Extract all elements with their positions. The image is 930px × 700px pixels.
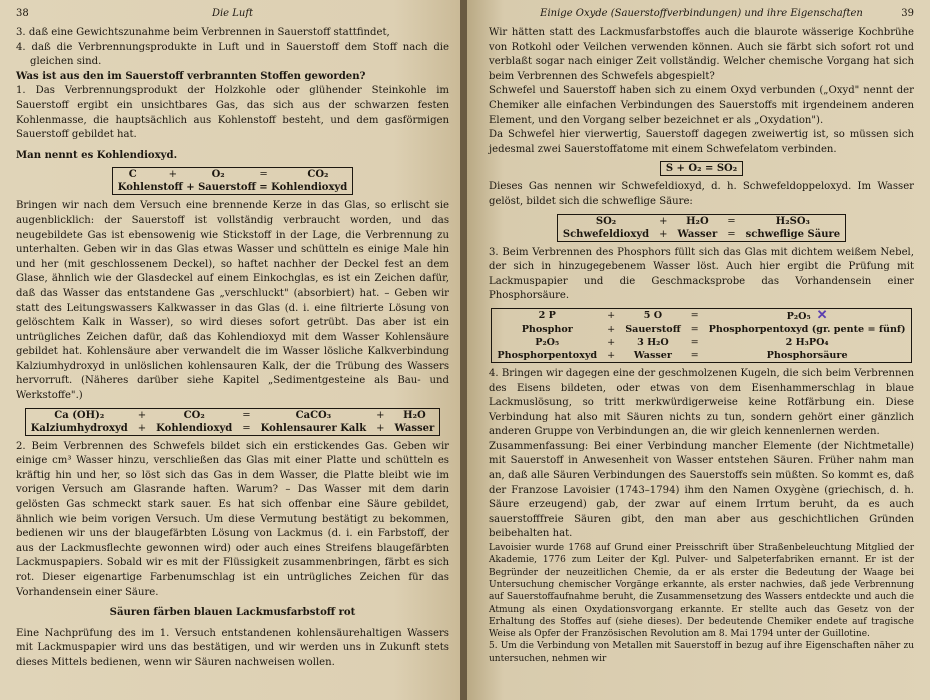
eq-op: + [137, 409, 147, 421]
paragraph-charcoal: 1. Das Verbrennungsprodukt der Holzkohle oder glühender Steinkohle im Sauerstoff ergibt ein unsichtbares Gas, das sich aus der schwarzen festen Kohlenmasse, die hauptsächlich aus Kohlenstoff besteht, und dem gasförmigen Sauerstoff gebildet hat. [16, 85, 449, 141]
eq-term: H₂SO₃ [775, 215, 810, 227]
eq-term: 2 H₃PO₄ [785, 336, 829, 348]
eq-word: Phosphorpentoxyd (gr. pente = fünf) [708, 323, 906, 335]
paragraph-valence: Da Schwefel hier vierwertig, Sauerstoff dagegen zweiwertig ist, so müssen sich jedesmal zwei Sauerstoffatome mit einem Schwefelatom verbinden. [489, 129, 914, 155]
paragraph-metals: 5. Um die Verbindung von Metallen mit Sauerstoff in bezug auf ihre Eigenschaften näher zu untersuchen, nehmen wir [489, 641, 914, 664]
eq-op: + [376, 409, 385, 421]
eq-op: = [690, 349, 699, 361]
left-page [0, 0, 463, 700]
eq-word: Phosphorpentoxyd [497, 349, 598, 361]
eq-word: Wasser [394, 422, 435, 434]
equation-sulfur-dioxide [660, 161, 743, 176]
paragraph-phosphorus: 3. Beim Verbrennen des Phosphors füllt sich das Glas mit dichtem weißem Nebel, der sich in hinzugegebenem Wasser löst. Auch hier ergibt die Prüfung mit Lackmuspapier und die Geschmacksprobe das Vorhandensein einer Phosphorsäure. [489, 246, 914, 302]
eq-word: Schwefeldioxyd [562, 228, 650, 240]
eq-op: = [259, 169, 268, 181]
list-item-4: 4. daß die Verbrennungsprodukte in Luft und in Sauerstoff dem Stoff nach die gleichen sind. [16, 41, 449, 68]
equation-carbon [112, 167, 353, 195]
eq-op: + [659, 228, 668, 240]
footnote-lavoisier: Lavoisier wurde 1768 auf Grund einer Preisschrift über Straßenbeleuchtung Mitglied der Akademie, 1776 zum Leiter der Kgl. Pulver- und Salpeterfabriken ernannt. Er ist der Begründer der neuzeitlichen Chemie, da er als erster die Bedeutung der Waage bei Untersuchung chemischer Vorgänge erkannte, als erster nachwies, daß jede Verbrennung auf Sauerstoffaufnahme beruht, die Zusammensetzung des Wassers entdeckte und auch die Atmung als einen Oxydationsvorgang erkannte. Er stellte auch das Gesetz von der Erhaltung des Stoffes auf (siehe dieses). Der bedeutende Chemiker endete auf tragische Weise als Opfer der Französischen Revolution am 8. Mai 1794 unter der Guillotine. [489, 543, 914, 640]
eq-words: Kohlenstoff + Sauerstoff = Kohlendioxyd [117, 182, 348, 194]
running-head-title-right: Einige Oxyde (Sauerstoffverbindungen) und ihre Eigenschaften [540, 8, 863, 19]
paragraph-iron: 4. Bringen wir dagegen eine der geschmolzenen Kugeln, die sich beim Verbrennen des Eisens bildeten, oder etwas von dem Eisenhammerschlag in blaue Lackmuslösung, so tritt merkwürdigerweise keine Rotfärbung ein. Diese Verbindung hat also mit Säuren nichts zu tun, sondern gehört einer gänzlich anderen Gruppe von Verbindungen an, die wir gleich kennenlernen werden. [489, 367, 914, 438]
eq-term: 2 P [538, 310, 556, 322]
page-number-right: 39 [901, 8, 914, 19]
eq-op: + [376, 422, 385, 434]
page-number-left: 38 [16, 8, 29, 19]
eq-word: Wasser [677, 228, 718, 240]
eq-term [704, 308, 911, 323]
question-heading: Was ist aus den im Sauerstoff verbrannten Stoffen geworden? [16, 70, 366, 82]
equation-calcium [25, 408, 441, 436]
eq-word: Phosphorsäure [766, 349, 848, 361]
list-item-3: 3. daß eine Gewichtszunahme beim Verbrennen in Sauerstoff stattfindet, [16, 27, 390, 38]
eq-op: = [242, 422, 251, 434]
eq-word: Sauerstoff [625, 323, 681, 335]
equation-sulfurous-acid [557, 214, 846, 242]
paragraph-schwefeldioxyd: Dieses Gas nennen wir Schwefeldioxyd, d. h. Schwefeldoppeloxyd. Im Wasser gelöst, bildet sich die schweflige Säure: [489, 181, 914, 207]
eq-op: = [242, 409, 251, 421]
running-head-title-left: Die Luft [211, 8, 254, 19]
eq-term-text: P₂O₅ [786, 310, 811, 322]
paragraph-summary: Zusammenfassung: Bei einer Verbindung mancher Elemente (der Nichtmetalle) mit Sauerstoff in Anwesenheit von Wasser entstehen Säuren. Früher nahm man an, daß alle Säuren Verbindungen des Sauerstoffs sein müßten. So kommt es, daß der Franzose Lavoisier (1743–1794) ihm den Namen Oxygène (griechisch, d. h. Säure erzeugend) gab, der zwar auf einem Irrtum beruht, da es auch sauerstofffreie Säuren gibt, den man aber aus geschichtlichen Gründen beibehalten hat. [489, 440, 914, 540]
eq-op: + [607, 310, 616, 322]
eq-op: = [690, 310, 699, 322]
eq-op: = [727, 215, 736, 227]
equation-phosphorus [491, 308, 911, 363]
paragraph-red-cabbage: Wir hätten statt des Lackmusfarbstoffes auch die blaurote wässerige Kochbrühe von Rotkohl oder Veilchen verwenden können. Auch sie färbt sich sofort rot und verblaßt sogar nach einiger Zeit vollständig. Welcher chemische Vorgang hat sich beim Verbrennen des Schwefels abgespielt? [489, 27, 914, 82]
eq-term: 3 H₂O [637, 336, 669, 348]
eq-word: Kohlensaurer Kalk [260, 422, 367, 434]
eq-word: Kalziumhydroxyd [30, 422, 128, 434]
eq-word: Wasser [633, 349, 672, 361]
eq-word: Phosphor [521, 323, 573, 335]
paragraph-oxyd: Schwefel und Sauerstoff haben sich zu einem Oxyd verbunden („Oxyd" nennt der Chemiker alle einfachen Verbindungen des Sauerstoffs mit irgendeinem anderen Element, und den Vorgang selber bezeichnet er als „Oxydation"). [489, 85, 914, 126]
right-page [467, 0, 930, 700]
eq-term: H₂O [686, 215, 709, 227]
paragraph-candle: Bringen wir nach dem Versuch eine brennende Kerze in das Glas, so erlischt sie augenblicklich: der Sauerstoff ist vollständig verbraucht worden, und das neugebildete Gas ist ebensowenig wie Stickstoff in der Lage, die Verbrennung zu unterhalten. Geben wir in das Glas etwas Wasser und schütteln es einige Male hin und her (mit geschlossenem Deckel), so haftet nachher der Deckel fest an dem Glase, ähnlich wie der Glasdeckel auf einem Einkochglas, es ist ein Zeichen dafür, daß das Wasser das entstandene Gas „verschluckt" (absorbiert) hat. – Geben wir statt des Leitungswassers Kalkwasser in das Glas (d. i. eine filtrierte Lösung von gelöschtem Kalk in Wasser), so wird dieses sofort getrübt. Das aber ist ein untrügliches Zeichen dafür, daß das Kohlendioxyd mit dem Wasser Kohlensäure gebildet hat. Kohlensäure aber verwandelt die im Wasser lösliche Kalkverbindung Kalziumhydroxyd in unlöslichen kohlensauren Kalk, der die Trübung des Wassers hervorruft. (Näheres darüber siehe Kapitel „Sedimentgesteine als Bau- und Werkstoffe".) [16, 200, 449, 402]
eq-term: O₂ [211, 169, 225, 181]
eq-op: = [690, 323, 699, 335]
eq-term: Ca (OH)₂ [54, 409, 105, 421]
eq-term: S + O₂ = SO₂ [665, 163, 738, 175]
eq-term: H₂O [403, 409, 426, 421]
right-running-head [489, 8, 914, 26]
eq-op: + [607, 349, 616, 361]
paragraph-verification: Eine Nachprüfung des im 1. Versuch entstandenen kohlensäurehaltigen Wassers mit Lackmuspapier wird uns das bestätigen, und wir werden uns in Zukunft stets dieses Mittels bedienen, wenn wir Säuren nachweisen wollen. [16, 627, 449, 668]
eq-word: schweflige Säure [745, 228, 841, 240]
eq-word: Kohlendioxyd [156, 422, 233, 434]
eq-op: + [659, 215, 668, 227]
eq-op: + [168, 169, 177, 181]
paragraph-sulfur: 2. Beim Verbrennen des Schwefels bildet sich ein erstickendes Gas. Geben wir einige cm³ Wasser hinzu, verschließen das Glas mit einer Platte und schütteln es kräftig hin und her, so löst sich das Gas in dem Wasser, die Platte bleibt wie im vorigen Versuch am Glasrande haften. Warum? – Das Wasser mit dem darin gelösten Gas schmeckt stark sauer. Es hat sich offenbar eine Säure gebildet, ähnlich wie beim vorigen Versuch. Um diese Vermutung bestätigt zu bekommen, bedienen wir uns der blaugefärbten Lösung von Lackmus (d. i. ein Farbstoff, der aus der Lackmusflechte gewonnen wird) oder auch eines Streifens blaugefärbten Lackmuspapiers. Sobald wir es mit der Flüssigkeit zusammenbringen, färbt es sich rot. Dieser eigenartige Farbenumschlag ist ein untrügliches Zeichen für das Vorhandensein einer Säure. [16, 440, 449, 598]
eq-term: SO₂ [595, 215, 617, 227]
eq-op: + [137, 422, 147, 434]
paragraph-kohlendioxyd: Man nennt es Kohlendioxyd. [16, 149, 178, 161]
eq-op: = [690, 336, 699, 348]
eq-op: = [727, 228, 736, 240]
handwritten-cross-mark: ✕ [816, 307, 828, 323]
eq-term: CaCO₃ [295, 409, 332, 421]
eq-op: + [607, 323, 616, 335]
eq-term: CO₂ [307, 169, 329, 181]
left-running-head [16, 8, 449, 26]
eq-term: C [128, 169, 137, 181]
eq-term: 5 O [643, 310, 663, 322]
eq-term: P₂O₅ [535, 336, 560, 348]
eq-term: CO₂ [183, 409, 205, 421]
section-heading-litmus: Säuren färben blauen Lackmusfarbstoff rot [109, 607, 356, 619]
eq-op: + [607, 336, 616, 348]
